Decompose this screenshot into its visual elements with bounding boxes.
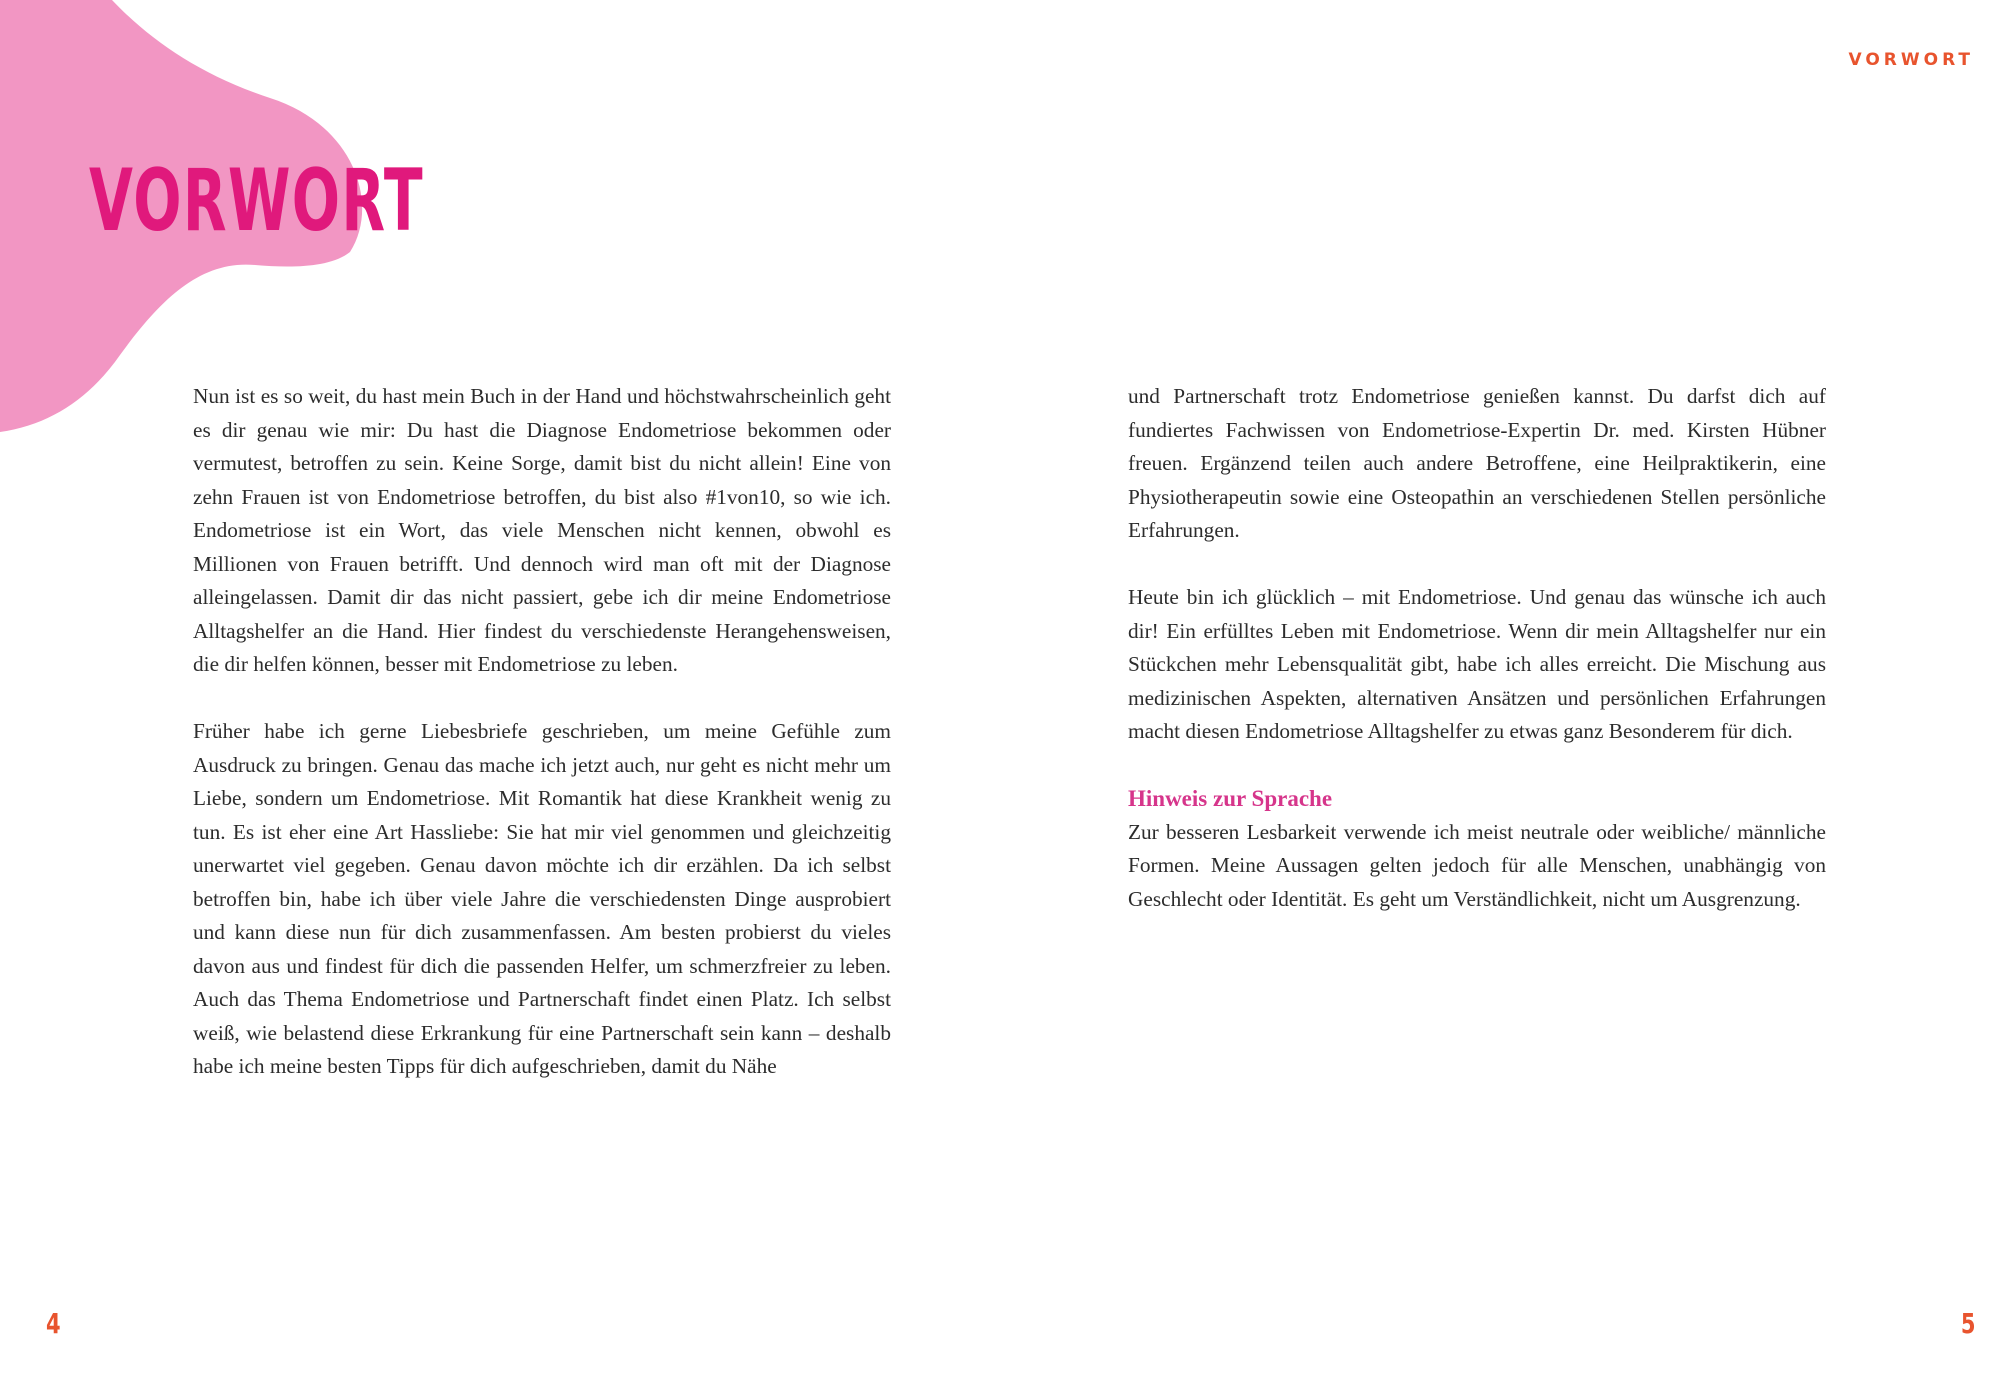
chapter-title: VORWORT bbox=[89, 151, 424, 251]
note-paragraph: Zur besseren Lesbarkeit verwende ich meist neutrale oder weibliche/ männliche Formen. Meine Aussagen gelten jedoch für alle Menschen, unabhängig von Geschlecht oder Identität. Es geht um Verständlichkeit, nicht um Ausgrenzung. bbox=[1128, 819, 1826, 911]
body-paragraph: Heute bin ich glücklich – mit Endometriose. Und genau das wünsche ich auch dir! Ein erfülltes Leben mit Endometriose. Wenn dir mein Alltagshelfer nur ein Stückchen mehr Lebensqualität gibt, habe ich alles erreicht. Die Mischung aus medizinischen Aspekten, alternativen Ansätzen und persönlichen Erfahrungen macht diesen Endometriose Alltagshelfer zu etwas ganz Besonderem für dich. bbox=[1128, 585, 1826, 743]
body-paragraph: und Partnerschaft trotz Endometriose genießen kannst. Du darfst dich auf fundiertes Fachwissen von Endometriose-Expertin Dr. med. Kirsten Hübner freuen. Ergänzend teilen auch andere Betroffene, eine Heilpraktikerin, eine Physiotherapeutin sowie eine Osteopathin an verschiedenen Stellen persönliche Erfahrungen. bbox=[1128, 384, 1826, 542]
note-heading: Hinweis zur Sprache bbox=[1128, 786, 1333, 811]
intro-paragraph: Nun ist es so weit, du hast mein Buch in der Hand und höchstwahrscheinlich geht es dir genau wie mir: Du hast die Diagnose Endometriose bekommen oder vermutest, betroffen zu sein. Keine Sorge, damit bist du nicht allein! Eine von zehn Frauen ist von Endometriose betroffen, du bist also #1von10, so wie ich. Endometriose ist ein Wort, das viele Menschen nicht kennen, obwohl es Millionen von Frauen betrifft. Und dennoch wird man oft mit der Diagnose alleingelassen. Damit dir das nicht passiert, gebe ich dir meine Endometriose Alltagshelfer an die Hand. Hier findest du verschiedenste Herangehensweisen, die dir helfen können, besser mit Endometriose zu leben. bbox=[193, 384, 891, 676]
running-header: VORWORT bbox=[1848, 50, 1974, 70]
page-number-left: 4 bbox=[46, 1307, 61, 1340]
body-paragraph: Früher habe ich gerne Liebesbriefe geschrieben, um meine Gefühle zum Ausdruck zu bringen. Genau das mache ich jetzt auch, nur geht es nicht mehr um Liebe, sondern um Endometriose. Mit Romantik hat diese Krankheit wenig zu tun. Es ist eher eine Art Hassliebe: Sie hat mir viel genommen und gleichzeitig unerwartet viel gegeben. Genau davon möchte ich dir erzählen. Da ich selbst betroffen bin, habe ich über viele Jahre die verschiedensten Dinge ausprobiert und kann diese nun für dich zusammenfassen. Am besten probierst du vieles davon aus und findest für dich die passenden Helfer, um schmerzfreier zu leben. Auch das Thema Endometriose und Partnerschaft findet einen Platz. Ich selbst weiß, wie belastend diese Erkrankung für eine Partnerschaft sein kann – deshalb habe ich meine besten Tipps für dich aufgeschrieben, damit du Nähe bbox=[193, 719, 891, 1078]
left-column bbox=[193, 380, 891, 1084]
page-number-right: 5 bbox=[1960, 1307, 1975, 1340]
right-column bbox=[1128, 380, 1826, 916]
